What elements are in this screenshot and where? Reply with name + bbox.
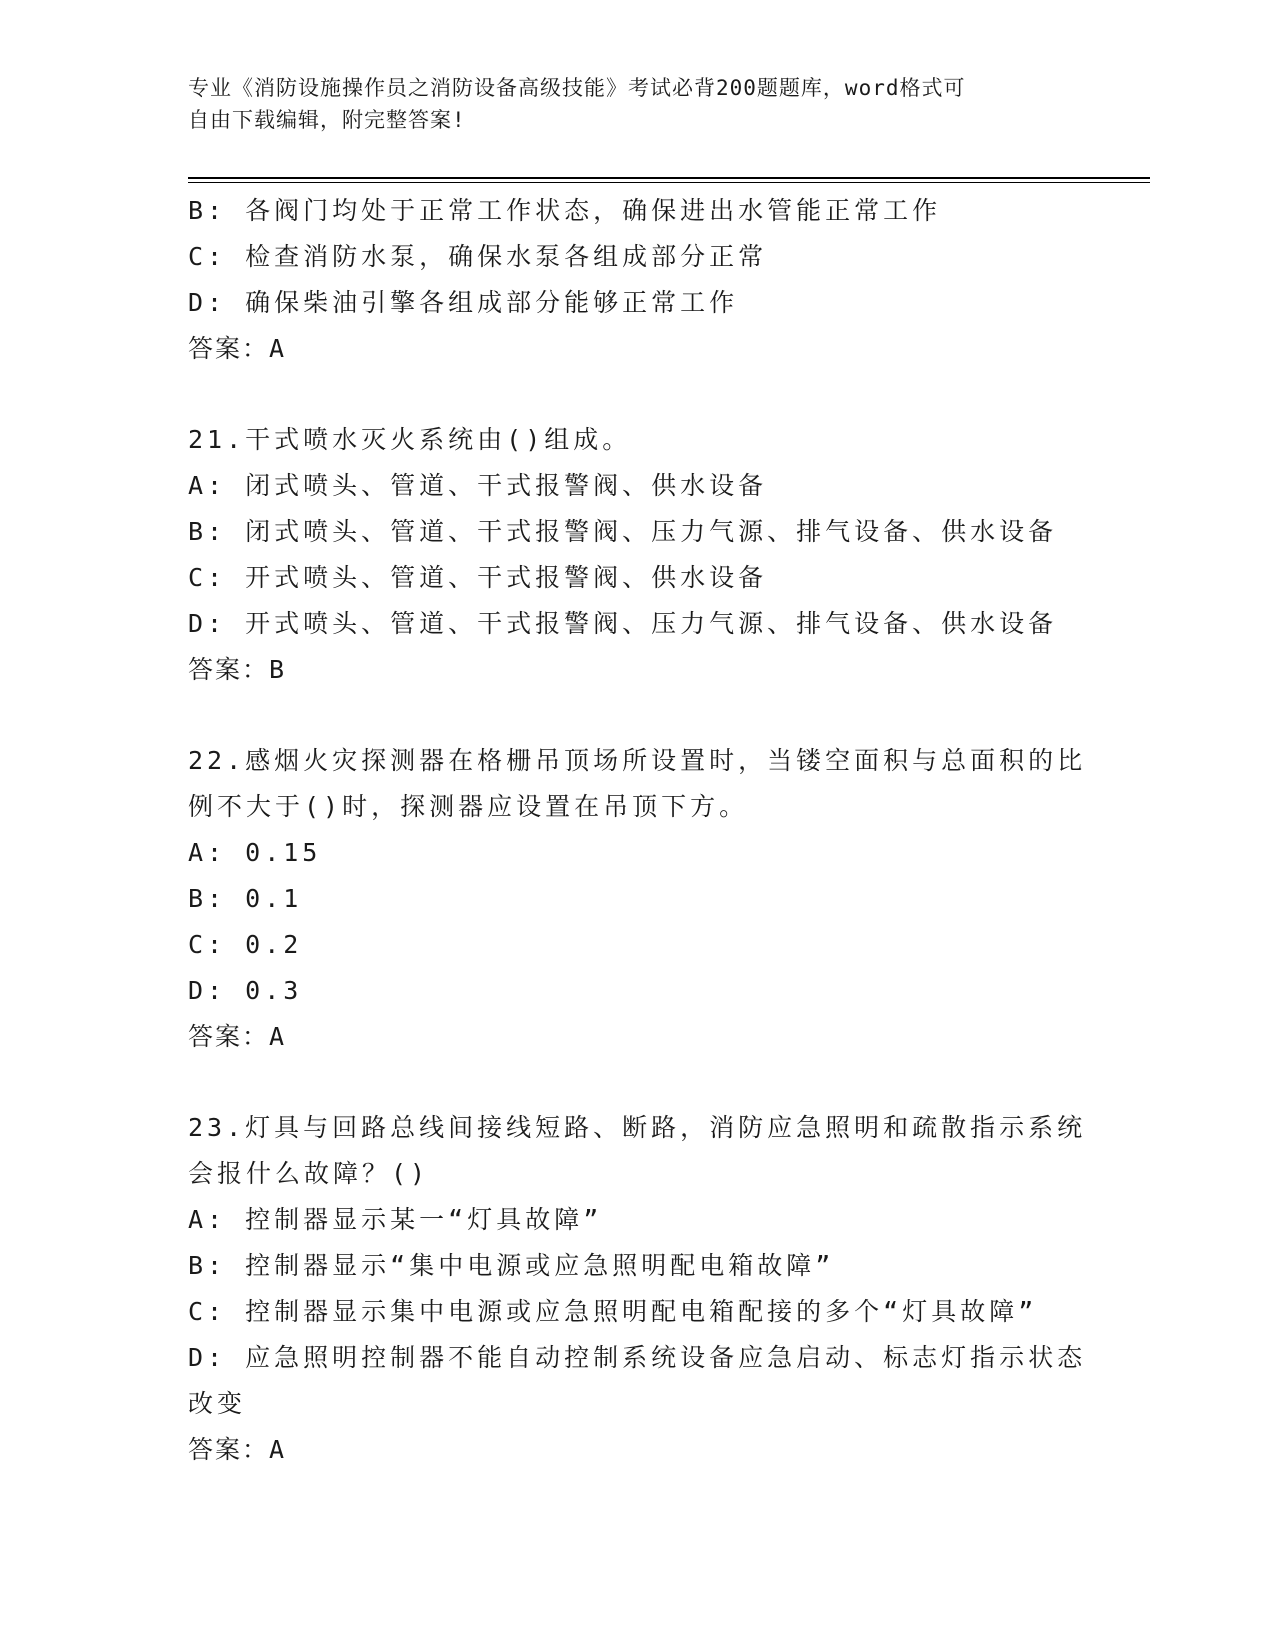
option-a: A: 闭式喷头、管道、干式报警阀、供水设备 bbox=[188, 471, 768, 500]
option-a: A: 0.15 bbox=[188, 838, 322, 867]
answer-line: 答案：A bbox=[188, 1435, 287, 1464]
header-line-2: 自由下载编辑，附完整答案! bbox=[188, 108, 466, 132]
option-c: C: 开式喷头、管道、干式报警阀、供水设备 bbox=[188, 563, 768, 592]
option-d: D: 开式喷头、管道、干式报警阀、压力气源、排气设备、供水设备 bbox=[188, 609, 1058, 638]
question-block-22 bbox=[188, 738, 1088, 1060]
document-header bbox=[188, 72, 1088, 136]
option-c: C: 检查消防水泵，确保水泵各组成部分正常 bbox=[188, 242, 768, 271]
question-block-21 bbox=[188, 417, 1088, 693]
option-d-line-2: 改变 bbox=[188, 1389, 247, 1418]
option-b: B: 各阀门均处于正常工作状态，确保进出水管能正常工作 bbox=[188, 196, 942, 225]
option-d-line-1: D: 应急照明控制器不能自动控制系统设备应急启动、标志灯指示状态 bbox=[188, 1343, 1087, 1372]
option-b: B: 控制器显示“集中电源或应急照明配电箱故障” bbox=[188, 1251, 835, 1280]
question-stem-line-2: 会报什么故障？() bbox=[188, 1159, 430, 1188]
option-a: A: 控制器显示某一“灯具故障” bbox=[188, 1205, 603, 1234]
header-divider-thick bbox=[188, 177, 1150, 179]
question-stem-line-1: 23.灯具与回路总线间接线短路、断路，消防应急照明和疏散指示系统 bbox=[188, 1113, 1087, 1142]
question-stem-line-2: 例不大于()时，探测器应设置在吊顶下方。 bbox=[188, 792, 749, 821]
option-c: C: 控制器显示集中电源或应急照明配电箱配接的多个“灯具故障” bbox=[188, 1297, 1038, 1326]
header-line-1: 专业《消防设施操作员之消防设备高级技能》考试必背200题题库，word格式可 bbox=[188, 76, 966, 100]
answer-line: 答案：B bbox=[188, 655, 287, 684]
option-c: C: 0.2 bbox=[188, 930, 303, 959]
question-block-23 bbox=[188, 1105, 1088, 1473]
question-block-prev bbox=[188, 188, 1088, 372]
header-divider-thin bbox=[188, 182, 1150, 183]
question-list bbox=[188, 188, 1088, 1473]
option-d: D: 确保柴油引擎各组成部分能够正常工作 bbox=[188, 288, 739, 317]
option-b: B: 闭式喷头、管道、干式报警阀、压力气源、排气设备、供水设备 bbox=[188, 517, 1058, 546]
answer-line: 答案：A bbox=[188, 334, 287, 363]
question-stem: 21.干式喷水灭火系统由()组成。 bbox=[188, 425, 632, 454]
answer-line: 答案：A bbox=[188, 1022, 287, 1051]
option-b: B: 0.1 bbox=[188, 884, 303, 913]
option-d: D: 0.3 bbox=[188, 976, 303, 1005]
question-stem-line-1: 22.感烟火灾探测器在格栅吊顶场所设置时，当镂空面积与总面积的比 bbox=[188, 746, 1087, 775]
